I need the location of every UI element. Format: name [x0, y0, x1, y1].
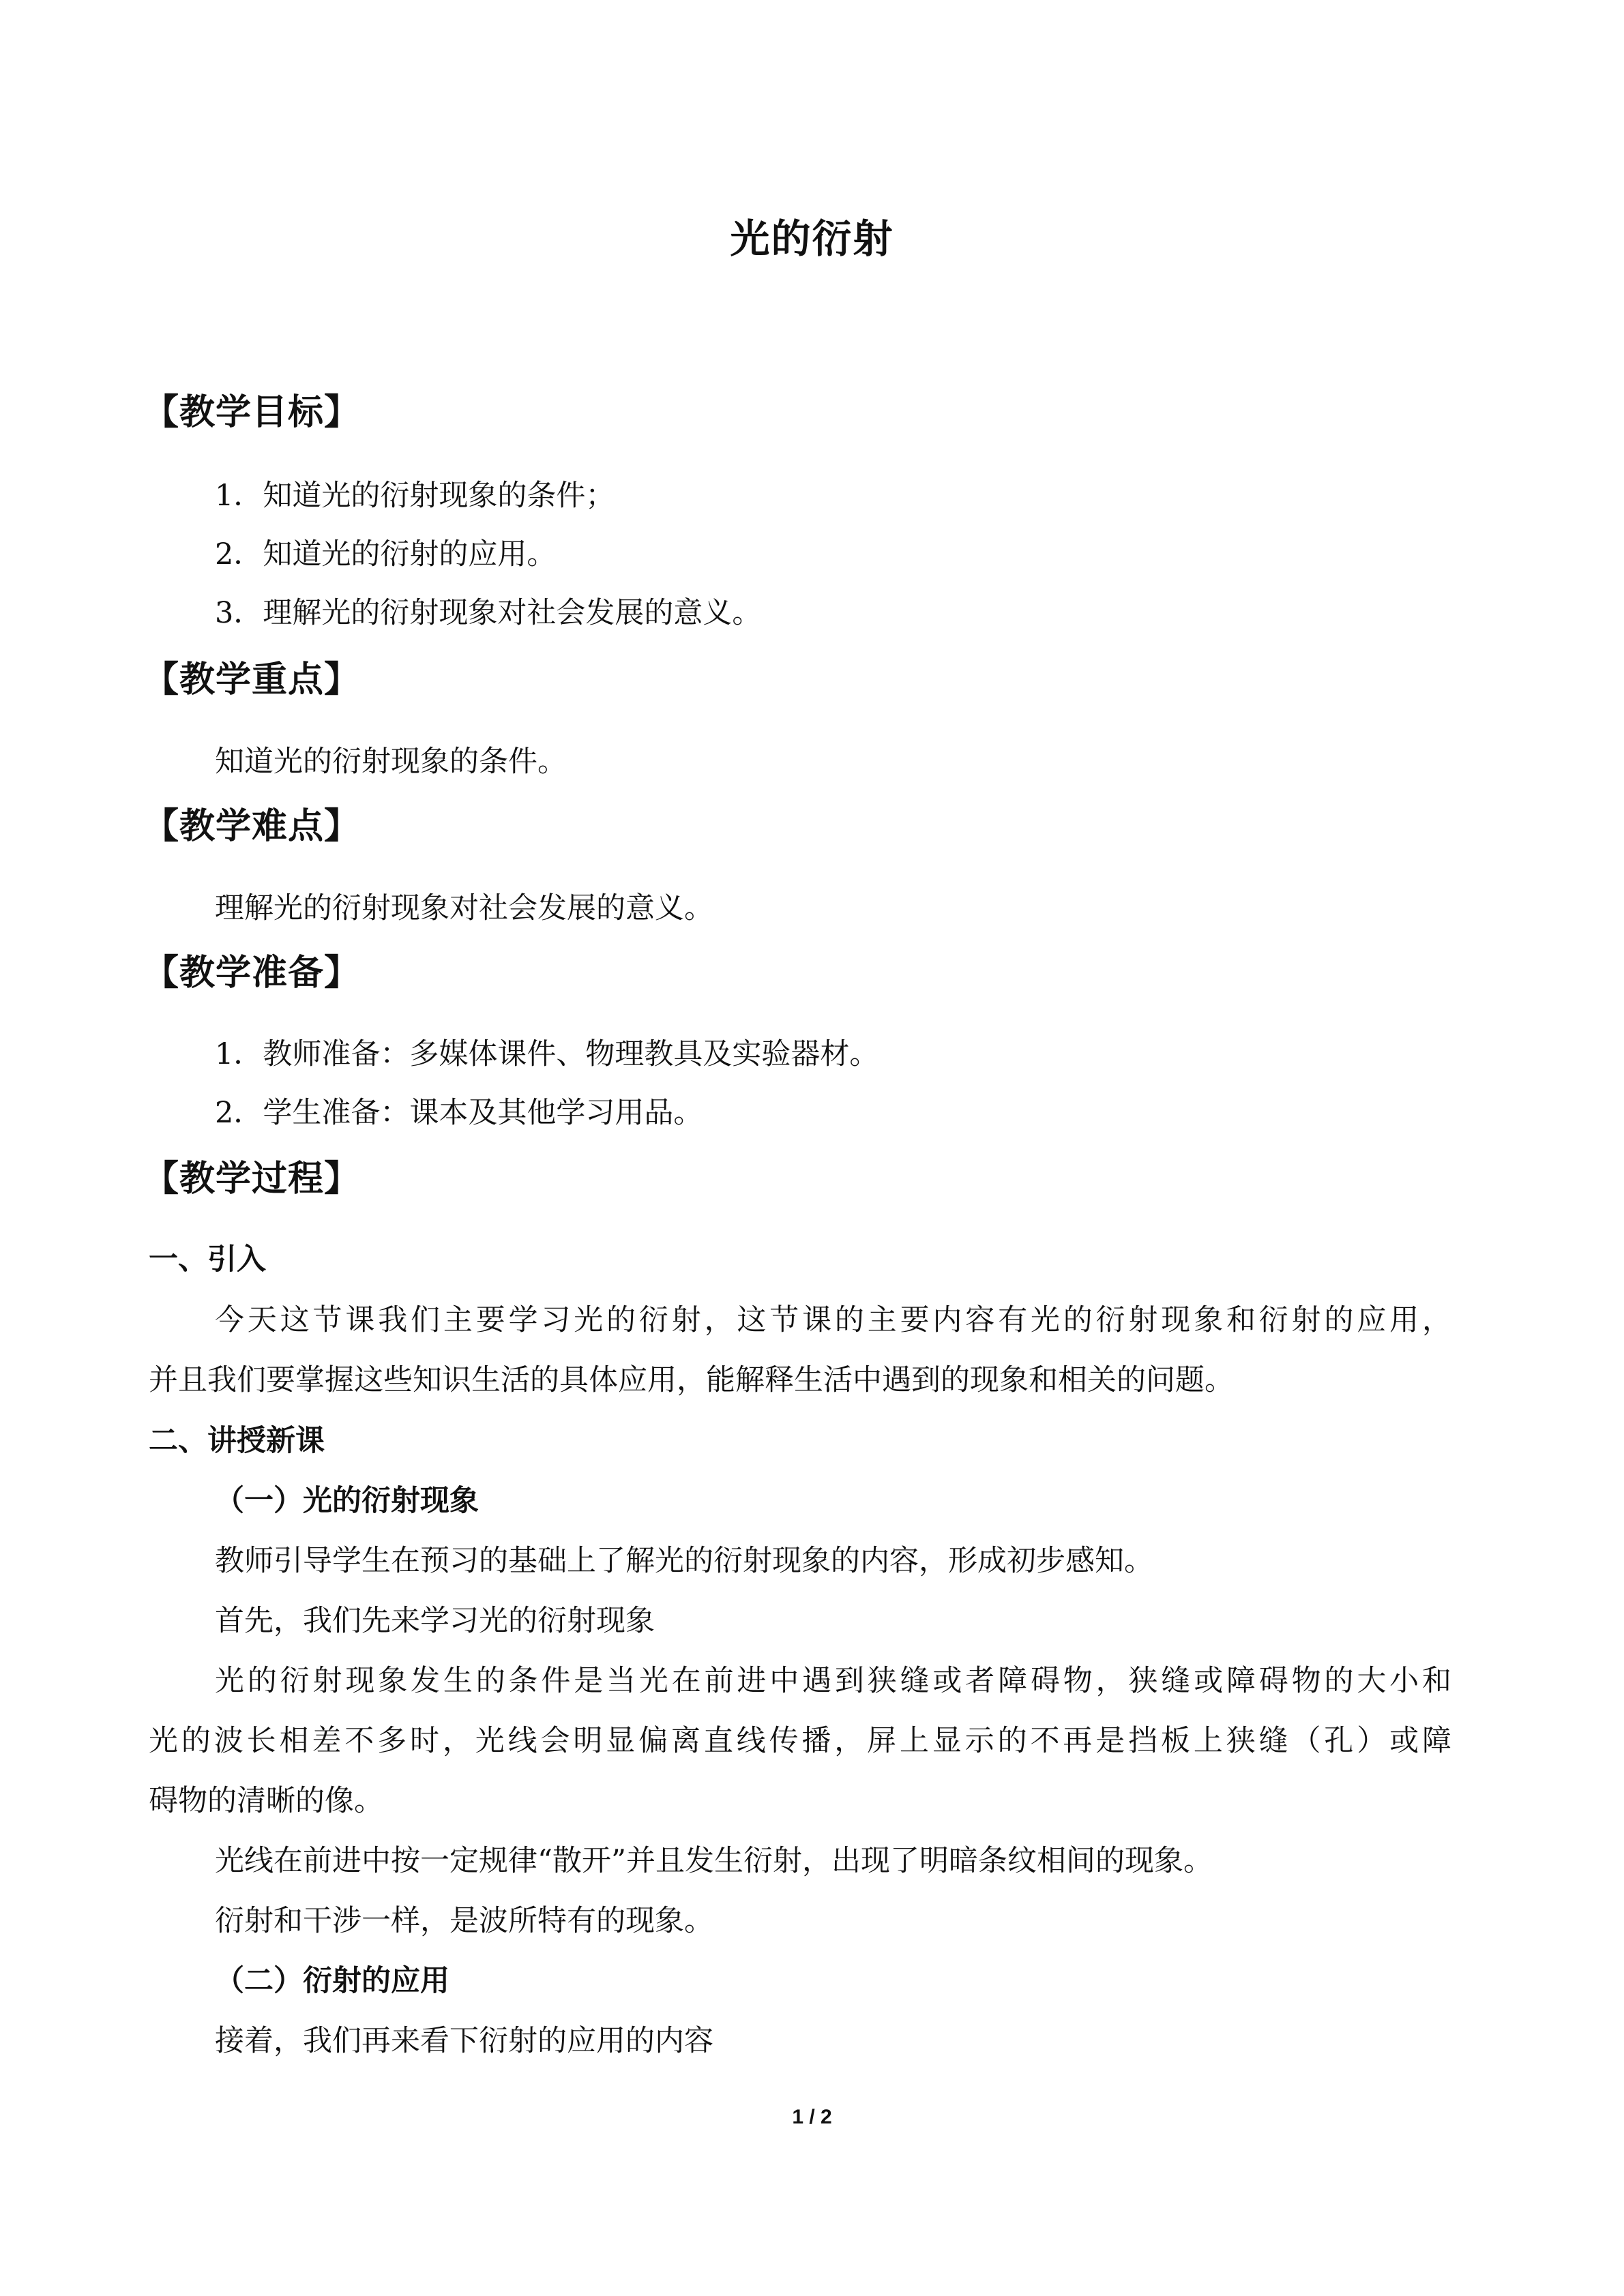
- phenomenon-paragraph-1: 教师引导学生在预习的基础上了解光的衍射现象的内容，形成初步感知。: [215, 1544, 1153, 1578]
- objective-item-1: 1．知道光的衍射现象的条件；: [215, 479, 615, 513]
- heading-process: 【教学过程】: [143, 1159, 361, 1199]
- heading-difficulty: 【教学难点】: [143, 806, 361, 847]
- section-intro-title: 一、引入: [149, 1242, 266, 1277]
- key-point-text: 知道光的衍射现象的条件。: [215, 745, 567, 779]
- subsection-diffraction-phenomenon-title: （一）光的衍射现象: [215, 1484, 479, 1518]
- heading-key-point: 【教学重点】: [143, 659, 361, 700]
- phenomenon-paragraph-2: 首先，我们先来学习光的衍射现象: [215, 1604, 655, 1638]
- phenomenon-paragraph-4: 光线在前进中按一定规律“散开”并且发生衍射，出现了明暗条纹相间的现象。: [215, 1844, 1213, 1878]
- phenomenon-paragraph-3-line-1: 光的衍射现象发生的条件是当光在前进中遇到狭缝或者障碍物，狭缝或障碍物的大小和: [215, 1664, 1451, 1698]
- preparation-item-1: 1．教师准备：多媒体课件、物理教具及实验器材。: [215, 1037, 879, 1071]
- phenomenon-paragraph-3-line-2: 光的波长相差不多时，光线会明显偏离直线传播，屏上显示的不再是挡板上狭缝（孔）或障: [149, 1724, 1451, 1758]
- objective-item-3: 3．理解光的衍射现象对社会发展的意义。: [215, 596, 762, 630]
- phenomenon-paragraph-3-line-3: 碍物的清晰的像。: [149, 1784, 383, 1818]
- page-number: 1 / 2: [792, 2106, 832, 2128]
- intro-paragraph-line-2: 并且我们要掌握这些知识生活的具体应用，能解释生活中遇到的现象和相关的问题。: [149, 1363, 1234, 1397]
- heading-objectives: 【教学目标】: [143, 392, 361, 433]
- difficulty-text: 理解光的衍射现象对社会发展的意义。: [215, 891, 713, 925]
- section-new-lesson-title: 二、讲授新课: [149, 1424, 325, 1458]
- phenomenon-paragraph-5: 衍射和干涉一样，是波所特有的现象。: [215, 1904, 713, 1938]
- intro-paragraph-line-1: 今天这节课我们主要学习光的衍射，这节课的主要内容有光的衍射现象和衍射的应用，: [215, 1303, 1451, 1337]
- subsection-diffraction-application-title: （二）衍射的应用: [215, 1964, 449, 1998]
- document-title: 光的衍射: [730, 215, 894, 262]
- heading-preparation: 【教学准备】: [143, 953, 361, 994]
- preparation-item-2: 2．学生准备：课本及其他学习用品。: [215, 1096, 703, 1130]
- objective-item-2: 2．知道光的衍射的应用。: [215, 537, 557, 571]
- application-paragraph-1: 接着，我们再来看下衍射的应用的内容: [215, 2024, 713, 2058]
